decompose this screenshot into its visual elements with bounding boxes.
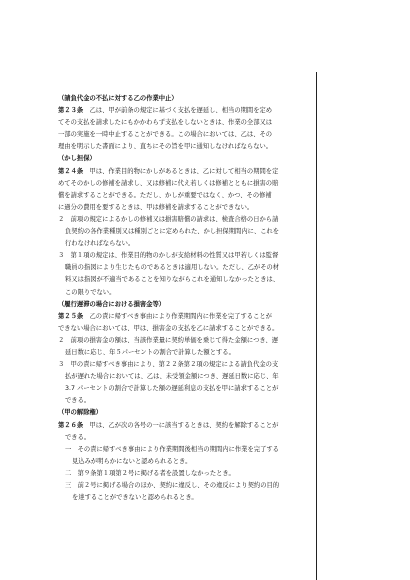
- paragraph-number: ２: [58, 215, 65, 223]
- text-line: この限りでない。: [65, 288, 116, 296]
- article-23: [58, 105, 310, 153]
- section-heading: （請負代金の不払に対する乙の作業中止）: [58, 95, 178, 102]
- section-heading: （かし担保）: [58, 155, 96, 163]
- article-26-item-3: [58, 480, 310, 504]
- article-number: 第２５条: [58, 312, 84, 320]
- text-line: 乙の責に帰すべき事由により作業期間内に作業を完了することが: [89, 312, 272, 320]
- text-line: 償を請求することができる。ただし、かしが重要ではなく、かつ、その修補: [58, 191, 272, 199]
- article-25: [58, 311, 310, 335]
- item-number: 三: [65, 482, 72, 489]
- text-line: できる。: [65, 397, 91, 405]
- text-line: 行わなければならない。: [65, 240, 135, 248]
- article-24-paragraph-3: [58, 250, 310, 298]
- text-line: 甲の責に帰すべき事由により、第２２条第２項の規定による請負代金の支: [70, 361, 279, 369]
- item-number: 一: [65, 445, 72, 453]
- text-line: に過分の費用を要するときは、甲は修補を請求することができない。: [58, 203, 254, 211]
- text-line: めてそのかしの修補を請求し、又は修補に代え若しくは修補とともに損害の賠: [58, 179, 279, 187]
- text-line: 3.7 パーセントの割合で計算した額の遅延利息の支払を甲に請求することが: [65, 385, 279, 393]
- article-26: [58, 420, 310, 444]
- margin-rule: [316, 72, 317, 580]
- article-25-paragraph-2: [58, 335, 310, 359]
- text-line: できない場合においては、甲は、損害金の支払を乙に請求することができる。: [58, 324, 279, 332]
- text-line: 一部の実施を一時中止することができる。この場合においては、乙は、その: [58, 131, 273, 139]
- article-25-paragraph-3: [58, 359, 310, 407]
- text-line: 見込みが明らかにないと認められるとき。: [72, 457, 192, 465]
- text-line: 前項の規定によるかしの修補又は損害賠償の請求は、検査合格の日から請: [70, 215, 279, 223]
- paragraph-number: ３: [58, 252, 65, 260]
- text-line: 職員の指図により生じたものであるときは適用しない。ただし、乙がその材: [65, 264, 280, 272]
- article-number: 第２４条: [58, 167, 84, 175]
- article-number: 第２３条: [58, 107, 84, 115]
- article-number: 第２６条: [58, 421, 84, 429]
- text-line: 第１項の規定は、作業目的物のかしが支給材料の性質又は甲若しくは監督: [70, 252, 279, 260]
- text-line: 甲は、作業目的物にかしがあるときは、乙に対して相当の期間を定: [89, 167, 279, 175]
- item-number: 二: [65, 469, 72, 477]
- text-line: 理由を明示した書面により、直ちにその旨を甲に通知しなければならない。: [58, 143, 273, 151]
- text-line: てその支払を請求したにもかかわらず支払をしないときは、作業の全部又は: [58, 119, 273, 127]
- text-line: を達することができないと認められるとき。: [72, 494, 198, 502]
- text-line: 前項の損害金の額は、当該作業量に契約単価を乗じて得た金額につき、遅: [70, 336, 279, 344]
- text-line: その責に帰すべき事由により作業期間後相当の期間内に作業を完了する: [77, 445, 279, 453]
- text-line: 第９条第１項第２号に掲げる者を設置しなかったとき。: [77, 469, 235, 477]
- section-heading: （履行遅滞の場合における損害金等）: [58, 300, 166, 308]
- text-line: できる。: [65, 433, 91, 441]
- text-line: 延日数に応じ、年５パーセントの割合で計算した額とする。: [65, 348, 235, 356]
- section-heading: （甲の解除権）: [58, 409, 103, 417]
- article-26-item-2: [58, 468, 310, 480]
- contract-text: [58, 93, 310, 504]
- paragraph-number: ３: [58, 361, 65, 369]
- text-line: 払が遅れた場合においては、乙は、未受領金額につき、遅延日数に応じ、年: [65, 373, 279, 381]
- text-line: 甲は、乙が次の各号の一に該当するときは、契約を解除することが: [89, 421, 279, 429]
- text-line: 乙は、甲が前条の規定に基づく支払を遅延し、相当の期間を定め: [89, 107, 273, 115]
- article-26-item-1: [58, 444, 310, 468]
- article-24-paragraph-2: [58, 214, 310, 250]
- text-line: 負契約の各作業種別又は種別ごとに定められた、かし担保期間内に、これを: [65, 228, 280, 236]
- article-24: [58, 166, 310, 214]
- text-line: 前２号に掲げる場合のほか、契約に違反し、その違反により契約の目的: [77, 482, 280, 489]
- paragraph-number: ２: [58, 336, 65, 344]
- text-line: 料又は指図が不適当であることを知りながらこれを通知しなかったときは、: [65, 276, 280, 284]
